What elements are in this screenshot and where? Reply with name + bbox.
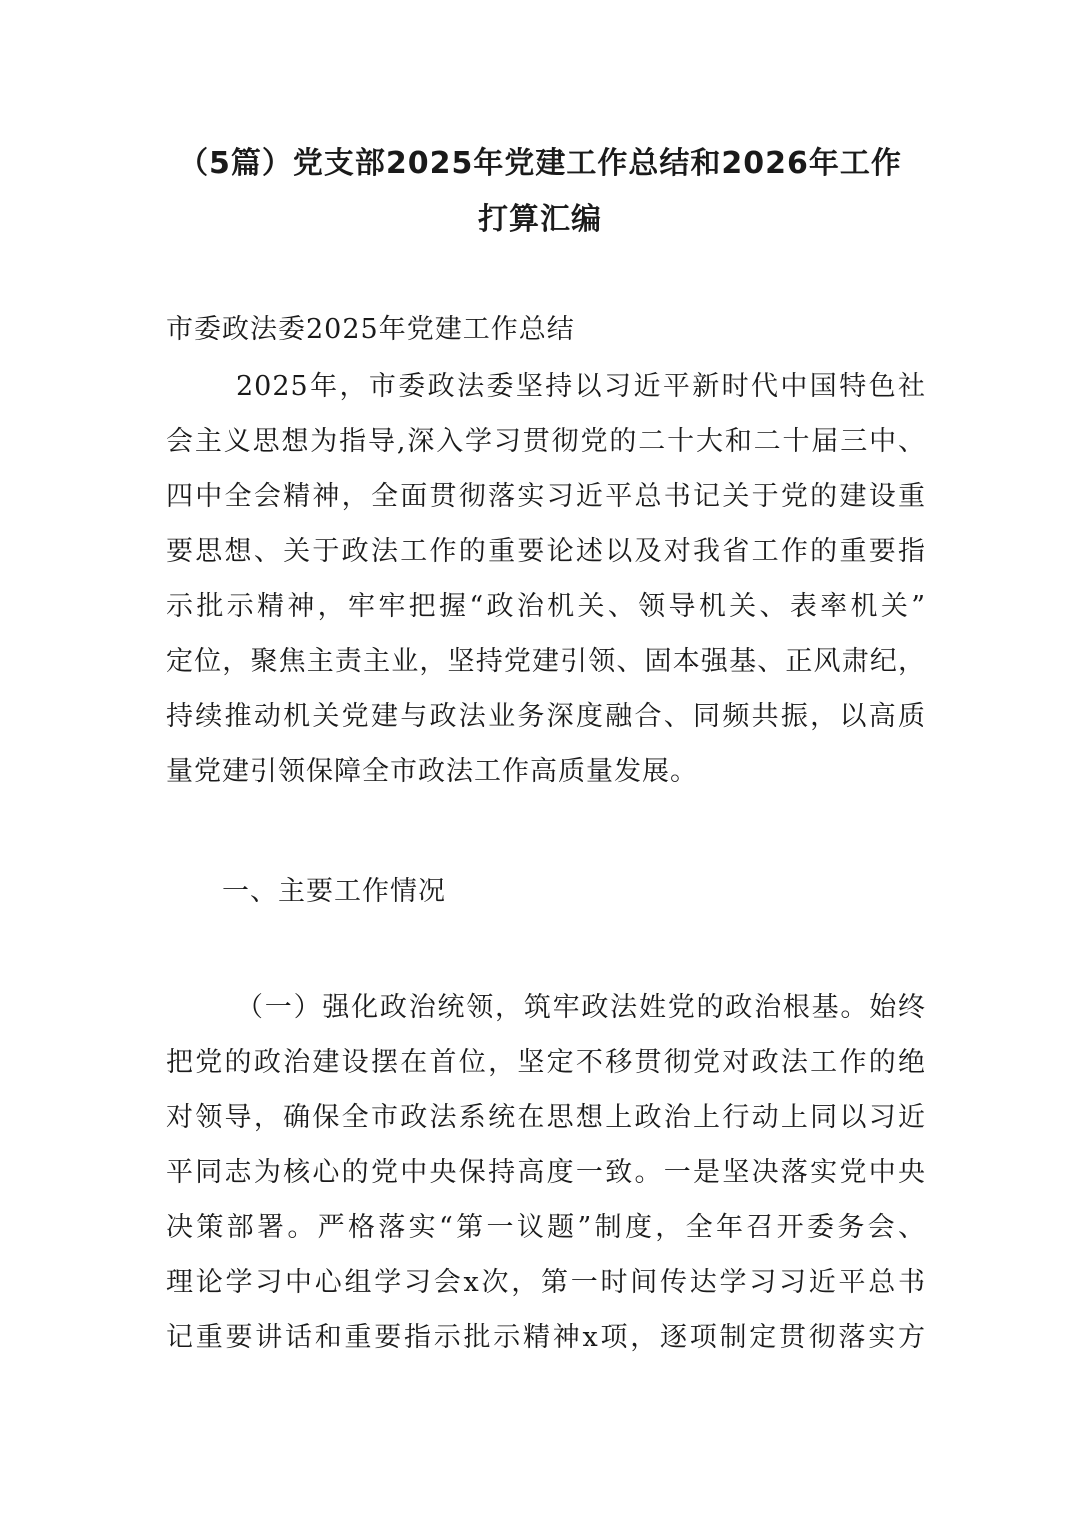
paragraph-1-line-7: 持续推动机关党建与政法业务深度融合、同频共振，以高质 <box>166 701 926 732</box>
paragraph-2-line-1: （一）强化政治统领，筑牢政法姓党的政治根基。始终 <box>236 992 926 1023</box>
paragraph-2-line-3: 对领导，确保全市政法系统在思想上政治上行动上同以习近 <box>166 1102 926 1133</box>
paragraph-1-line-1: 2025年，市委政法委坚持以习近平新时代中国特色社 <box>236 371 926 402</box>
document-title-line-1: （5篇）党支部2025年党建工作总结和2026年工作 <box>178 146 902 181</box>
paragraph-2-line-5: 决策部署。严格落实“第一议题”制度，全年召开委务会、 <box>166 1212 926 1243</box>
paragraph-1-line-5: 示批示精神，牢牢把握“政治机关、领导机关、表率机关” <box>166 591 926 622</box>
paragraph-1-line-2: 会主义思想为指导,深入学习贯彻党的二十大和二十届三中、 <box>166 426 926 457</box>
paragraph-2-line-4: 平同志为核心的党中央保持高度一致。一是坚决落实党中央 <box>166 1157 926 1188</box>
paragraph-2-line-7: 记重要讲话和重要指示批示精神x项，逐项制定贯彻落实方 <box>166 1322 926 1353</box>
section-subtitle: 市委政法委2025年党建工作总结 <box>166 314 575 345</box>
paragraph-2-line-2: 把党的政治建设摆在首位，坚定不移贯彻党对政法工作的绝 <box>166 1047 926 1078</box>
paragraph-1-line-6: 定位，聚焦主责主业，坚持党建引领、固本强基、正风肃纪， <box>166 646 926 677</box>
paragraph-1-line-4: 要思想、关于政法工作的重要论述以及对我省工作的重要指 <box>166 536 926 567</box>
paragraph-2-line-6: 理论学习中心组学习会x次，第一时间传达学习习近平总书 <box>166 1267 926 1298</box>
section-heading: 一、主要工作情况 <box>222 876 446 907</box>
paragraph-1-line-8: 量党建引领保障全市政法工作高质量发展。 <box>166 756 698 787</box>
paragraph-1-line-3: 四中全会精神，全面贯彻落实习近平总书记关于党的建设重 <box>166 481 926 512</box>
document-title-line-2: 打算汇编 <box>478 202 602 237</box>
